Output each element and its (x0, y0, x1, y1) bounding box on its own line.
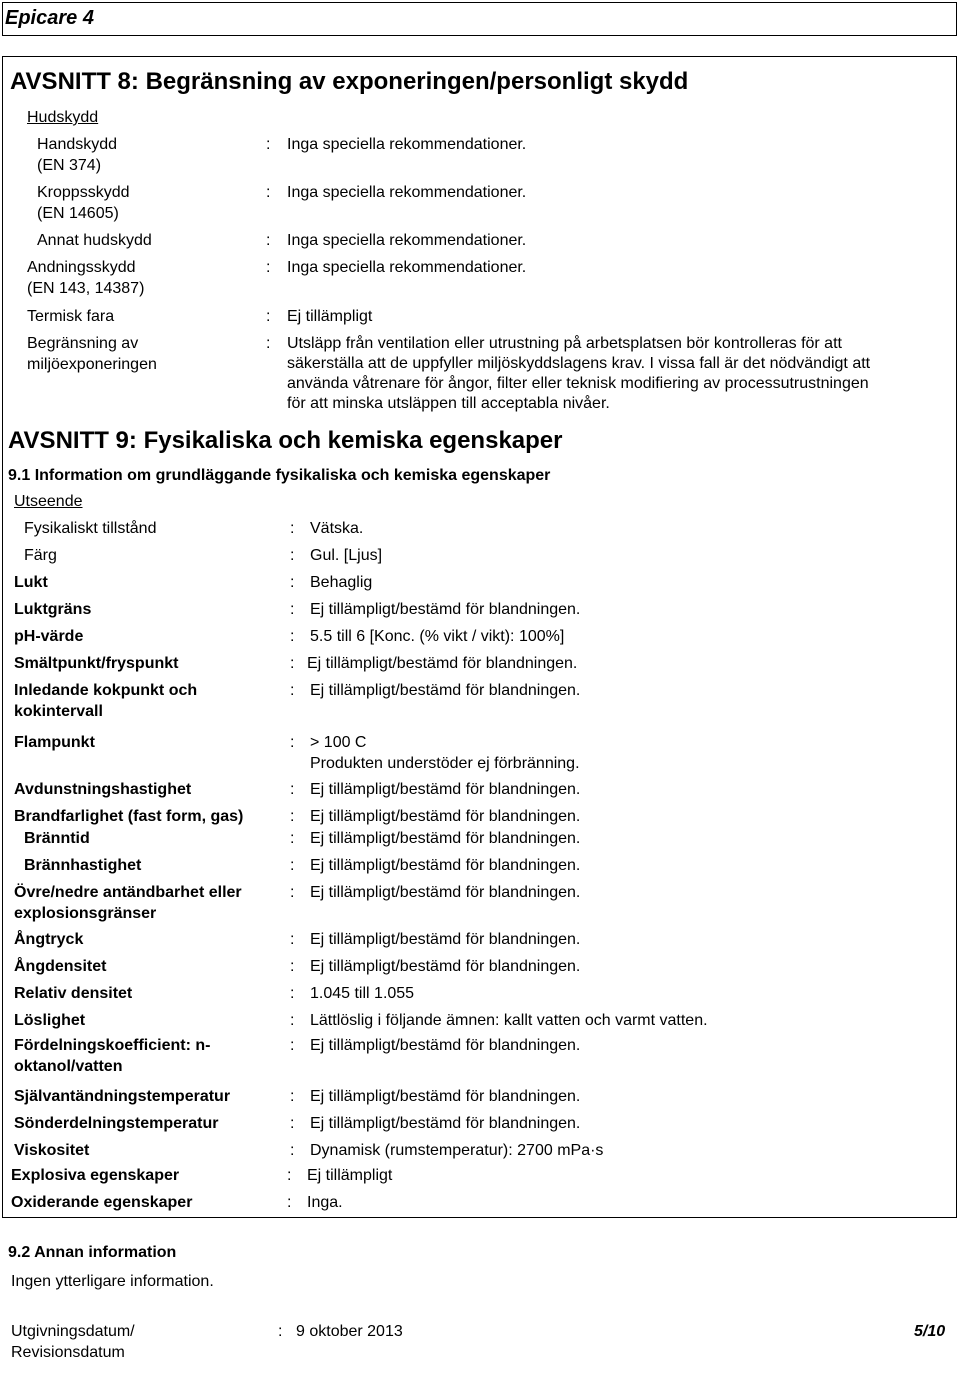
property-label: Smältpunkt/fryspunkt (14, 655, 179, 672)
footer-date-value: 9 oktober 2013 (296, 1323, 403, 1340)
colon: : (290, 520, 295, 537)
colon: : (290, 1088, 295, 1105)
s8-value-handskydd: Inga speciella rekommendationer. (287, 136, 527, 153)
colon: : (290, 1115, 295, 1132)
colon: : (266, 136, 271, 153)
property-value-line-2: Produkten understöder ej förbränning. (310, 755, 580, 772)
property-value: Vätska. (310, 520, 364, 537)
s8-label-kroppsskydd: Kroppsskydd (37, 184, 130, 201)
section-8-title: AVSNITT 8: Begränsning av exponeringen/personligt skydd (10, 68, 689, 95)
s8-value-begransning-line-1: Utsläpp från ventilation eller utrustning på arbetsplatsen bör kontrolleras för att (287, 335, 842, 352)
colon: : (290, 1012, 295, 1029)
property-value: Ej tillämpligt/bestämd för blandningen. (310, 781, 581, 798)
property-label: Sönderdelningstemperatur (14, 1115, 219, 1132)
property-value: Ej tillämpligt/bestämd för blandningen. (310, 958, 581, 975)
colon: : (290, 857, 295, 874)
s8-label-andningsskydd: Andningsskydd (27, 259, 136, 276)
s8-value-begransning-line-2: säkerställa att de uppfyller miljöskyddslagens krav. I vissa fall är det nödvändigt att (287, 355, 871, 372)
colon: : (290, 808, 295, 825)
s8-value-begransning-line-4: för att minska utsläppen till acceptabla nivåer. (287, 395, 610, 412)
colon: : (290, 884, 295, 901)
colon: : (290, 547, 295, 564)
property-value: Ej tillämpligt/bestämd för blandningen. (310, 808, 581, 825)
property-label: Bränntid (24, 830, 90, 847)
colon: : (266, 232, 271, 249)
s8-value-termisk-fara: Ej tillämpligt (287, 308, 373, 325)
property-label: Brännhastighet (24, 857, 142, 874)
s8-value-begransning-line-3: använda våtrenare för ångor, filter eller teknisk modifiering av processutrustningen (287, 375, 869, 392)
property-label-line-2: oktanol/vatten (14, 1058, 123, 1075)
property-value: Inga. (307, 1194, 343, 1211)
s8-label-begransning: Begränsning av (27, 335, 139, 352)
property-value: Ej tillämpligt/bestämd för blandningen. (310, 857, 581, 874)
property-label: Flampunkt (14, 734, 95, 751)
section-9-2-heading: 9.2 Annan information (8, 1244, 177, 1261)
property-label: Inledande kokpunkt och (14, 682, 198, 699)
property-value: Ej tillämpligt/bestämd för blandningen. (310, 601, 581, 618)
property-value: Ej tillämpligt/bestämd för blandningen. (310, 682, 581, 699)
colon: : (287, 1167, 292, 1184)
property-label: Fördelningskoefficient: n- (14, 1037, 211, 1054)
s8-label-kroppsskydd-2: (EN 14605) (37, 205, 119, 222)
colon: : (290, 931, 295, 948)
colon: : (266, 335, 271, 352)
property-value: Lättlöslig i följande ämnen: kallt vatten och varmt vatten. (310, 1012, 708, 1029)
property-value: Ej tillämpligt/bestämd för blandningen. (310, 1088, 581, 1105)
s8-label-begransning-2: miljöexponeringen (27, 356, 157, 373)
property-label: Ångtryck (14, 931, 84, 948)
section-9-title: AVSNITT 9: Fysikaliska och kemiska egenskaper (8, 427, 563, 454)
property-label-line-2: explosionsgränser (14, 905, 157, 922)
property-label: Övre/nedre antändbarhet eller (14, 884, 242, 901)
property-value: Ej tillämpligt/bestämd för blandningen. (310, 1115, 581, 1132)
colon: : (287, 1194, 292, 1211)
property-label: Ångdensitet (14, 958, 107, 975)
colon: : (290, 601, 295, 618)
property-label: Självantändningstemperatur (14, 1088, 231, 1105)
s8-label-annat-hudskydd: Annat hudskydd (37, 232, 152, 249)
property-value: 1.045 till 1.055 (310, 985, 415, 1002)
property-label: Explosiva egenskaper (11, 1167, 180, 1184)
other-info-text: Ingen ytterligare information. (11, 1273, 214, 1290)
colon: : (278, 1323, 283, 1340)
property-label: Viskositet (14, 1142, 90, 1159)
colon: : (290, 655, 295, 672)
header-box (2, 2, 957, 36)
colon: : (290, 628, 295, 645)
colon: : (266, 259, 271, 276)
colon: : (290, 734, 295, 751)
property-value: > 100 C (310, 734, 367, 751)
property-label: Fysikaliskt tillstånd (24, 520, 157, 537)
property-value: Dynamisk (rumstemperatur): 2700 mPa·s (310, 1142, 604, 1159)
footer-date-label-2: Revisionsdatum (11, 1344, 125, 1361)
s8-label-termisk-fara: Termisk fara (27, 308, 115, 325)
section-9-1-heading: 9.1 Information om grundläggande fysikaliska och kemiska egenskaper (8, 467, 551, 484)
s8-value-annat-hudskydd: Inga speciella rekommendationer. (287, 232, 527, 249)
property-label: Brandfarlighet (fast form, gas) (14, 808, 244, 825)
colon: : (290, 985, 295, 1002)
page-number: 5/10 (914, 1323, 946, 1340)
property-label: Färg (24, 547, 57, 564)
colon: : (266, 184, 271, 201)
property-value: Ej tillämpligt/bestämd för blandningen. (310, 830, 581, 847)
s8-label-handskydd: Handskydd (37, 136, 118, 153)
utseende-heading: Utseende (14, 493, 83, 510)
footer-date-label: Utgivningsdatum/ (11, 1323, 135, 1340)
property-value: 5.5 till 6 [Konc. (% vikt / vikt): 100%] (310, 628, 565, 645)
colon: : (290, 574, 295, 591)
property-value: Gul. [Ljus] (310, 547, 383, 564)
hudskydd-heading: Hudskydd (27, 109, 99, 126)
colon: : (266, 308, 271, 325)
property-label: Avdunstningshastighet (14, 781, 192, 798)
property-label: Löslighet (14, 1012, 86, 1029)
s8-value-andningsskydd: Inga speciella rekommendationer. (287, 259, 527, 276)
colon: : (290, 781, 295, 798)
property-label: Oxiderande egenskaper (11, 1194, 193, 1211)
property-label: Lukt (14, 574, 48, 591)
property-label: Luktgräns (14, 601, 92, 618)
property-label: pH-värde (14, 628, 84, 645)
property-value: Ej tillämpligt/bestämd för blandningen. (310, 884, 581, 901)
property-value: Ej tillämpligt/bestämd för blandningen. (310, 1037, 581, 1054)
s8-label-andningsskydd-2: (EN 143, 14387) (27, 280, 145, 297)
colon: : (290, 1037, 295, 1054)
property-value: Ej tillämpligt/bestämd för blandningen. (307, 655, 578, 672)
s8-value-kroppsskydd: Inga speciella rekommendationer. (287, 184, 527, 201)
property-label-line-2: kokintervall (14, 703, 103, 720)
property-label: Relativ densitet (14, 985, 133, 1002)
property-value: Ej tillämpligt/bestämd för blandningen. (310, 931, 581, 948)
property-value: Ej tillämpligt (307, 1167, 393, 1184)
colon: : (290, 830, 295, 847)
colon: : (290, 682, 295, 699)
colon: : (290, 1142, 295, 1159)
colon: : (290, 958, 295, 975)
s8-label-handskydd-2: (EN 374) (37, 157, 102, 174)
property-value: Behaglig (310, 574, 373, 591)
product-title: Epicare 4 (5, 7, 94, 29)
